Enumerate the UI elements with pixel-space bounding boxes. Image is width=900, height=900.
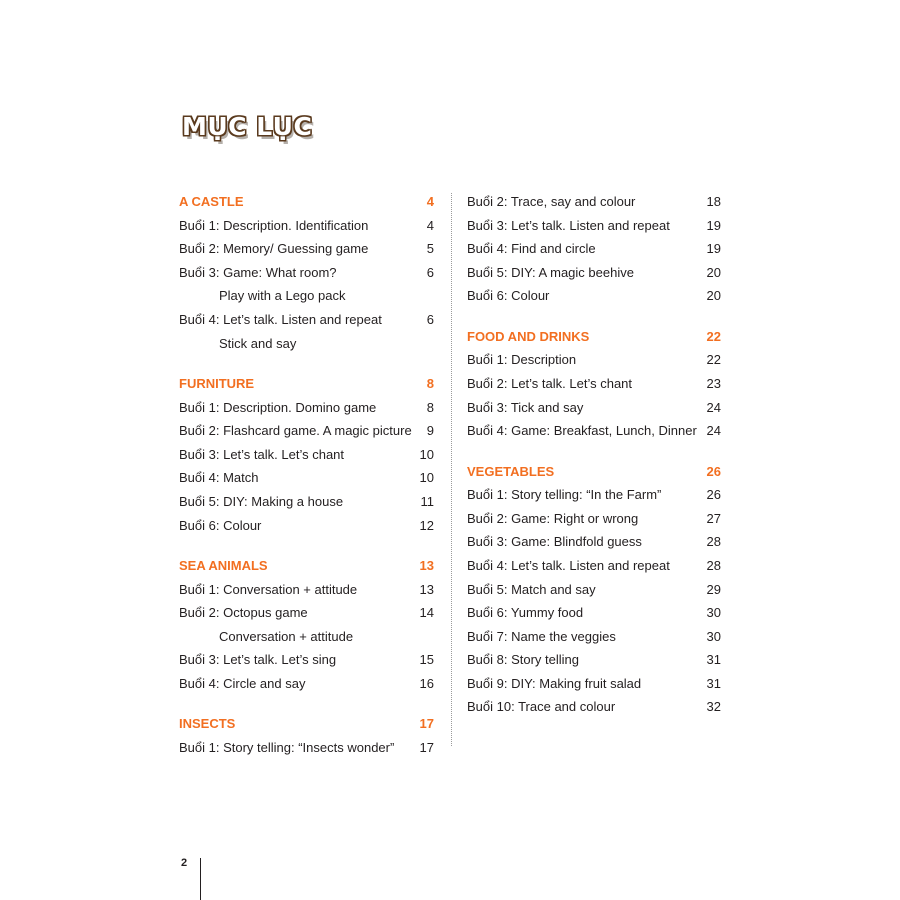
entry-label: Buổi 4: Match [179,470,259,486]
section-heading[interactable] [179,554,434,578]
entry-label: Buổi 5: Match and say [467,581,596,597]
entry-page: 30 [706,605,721,621]
toc-entry[interactable] [467,601,721,625]
toc-entry[interactable] [467,530,721,554]
section-page: 26 [706,463,721,479]
toc-entry[interactable] [467,578,721,602]
entry-label: Buổi 7: Name the veggies [467,628,616,644]
entry-label: Buổi 2: Octopus game [179,605,308,621]
toc-entry[interactable] [179,443,434,467]
entry-page: 13 [419,581,434,597]
toc-entry[interactable] [467,648,721,672]
toc-entry[interactable] [467,372,721,396]
entry-label: Buổi 1: Description. Identification [179,217,369,233]
entry-page: 20 [706,264,721,280]
entry-label: Buổi 3: Let’s talk. Let’s sing [179,652,337,668]
entry-label: Buổi 1: Description [467,352,577,368]
toc-right-column [467,190,721,736]
entry-label: Buổi 1: Story telling: “Insects wonder” [179,739,395,755]
entry-page: 31 [706,652,721,668]
entry-page: 4 [426,217,434,233]
toc-section [467,325,721,443]
column-divider [451,193,452,746]
entry-page: 17 [419,739,434,755]
entry-page: 29 [706,581,721,597]
toc-entry[interactable] [467,284,721,308]
toc-entry[interactable] [467,672,721,696]
section-heading[interactable] [467,325,721,349]
toc-entry[interactable] [179,237,434,261]
entry-page: 5 [426,241,434,257]
entry-label: Buổi 6: Colour [179,517,262,533]
toc-entry-continuation [179,625,434,649]
section-title: FURNITURE [179,375,255,391]
entry-label: Buổi 3: Tick and say [467,399,584,415]
toc-entry[interactable] [467,507,721,531]
entry-label: Buổi 3: Let’s talk. Let’s chant [179,446,345,462]
toc-entry[interactable] [467,625,721,649]
entry-label: Buổi 1: Conversation + attitude [179,581,358,597]
section-page: 4 [426,194,434,209]
entry-label: Buổi 3: Game: Blindfold guess [467,534,642,550]
entry-label: Buổi 1: Description. Domino game [179,399,377,415]
entry-label: Buổi 5: DIY: Making a house [179,493,344,509]
entry-label: Buổi 2: Let’s talk. Let’s chant [467,375,633,391]
entry-label: Buổi 4: Let’s talk. Listen and repeat [179,311,382,327]
entry-label: Conversation + attitude [219,628,354,644]
toc-entry-continuation [179,284,434,308]
toc-left-column [179,190,434,776]
entry-label: Buổi 9: DIY: Making fruit salad [467,675,642,691]
entry-page: 14 [419,605,434,621]
entry-page: 28 [706,534,721,550]
toc-entry[interactable] [467,419,721,443]
toc-entry[interactable] [467,261,721,285]
toc-entry[interactable] [179,578,434,602]
page-number: 2 [181,857,188,869]
entry-label: Buổi 4: Game: Breakfast, Lunch, Dinner [467,423,697,439]
entry-page: 18 [706,194,721,209]
page-title: MỤC LỤC [182,112,313,141]
toc-entry[interactable] [467,190,721,214]
entry-label: Buổi 4: Let’s talk. Listen and repeat [467,557,670,573]
entry-page: 19 [706,217,721,233]
entry-page: 22 [706,352,721,368]
entry-label: Buổi 2: Flashcard game. A magic picture [179,423,412,439]
toc-entry[interactable] [467,214,721,238]
entry-page: 11 [420,493,434,509]
entry-page: 9 [426,423,434,439]
entry-page: 26 [706,487,721,503]
section-heading[interactable] [179,372,434,396]
toc-entry[interactable] [179,514,434,538]
section-page: 13 [419,557,434,573]
toc-entry[interactable] [179,396,434,420]
toc-section [467,460,721,720]
entry-page: 12 [419,517,434,533]
toc-entry[interactable] [179,261,434,285]
entry-label: Buổi 3: Let’s talk. Listen and repeat [467,217,670,233]
entry-page: 27 [706,510,721,526]
toc-section [179,712,434,759]
entry-label: Buổi 2: Trace, say and colour [467,194,636,209]
entry-page: 32 [706,699,721,715]
section-heading[interactable] [179,712,434,736]
toc-entry[interactable] [179,490,434,514]
toc-entry[interactable] [467,483,721,507]
toc-entry[interactable] [179,308,434,332]
section-title: SEA ANIMALS [179,557,268,573]
toc-entry[interactable] [179,672,434,696]
entry-page: 24 [706,399,721,415]
section-title: INSECTS [179,716,236,732]
entry-page: 10 [419,446,434,462]
section-page: 17 [419,716,434,732]
entry-label: Buổi 10: Trace and colour [467,699,616,715]
entry-label: Buổi 5: DIY: A magic beehive [467,264,634,280]
entry-label: Buổi 6: Colour [467,288,550,304]
section-title: A CASTLE [179,194,244,209]
toc-section [179,372,434,537]
entry-label: Buổi 4: Circle and say [179,675,306,691]
toc-entry[interactable] [179,736,434,760]
entry-label: Buổi 1: Story telling: “In the Farm” [467,487,662,503]
entry-label: Buổi 6: Yummy food [467,605,584,621]
toc-entry[interactable] [179,214,434,238]
entry-label: Buổi 8: Story telling [467,652,580,668]
entry-page: 8 [426,399,434,415]
entry-page: 23 [706,375,721,391]
entry-label: Play with a Lego pack [219,288,346,304]
toc-entry[interactable] [179,466,434,490]
toc-entry[interactable] [179,648,434,672]
toc-section [179,554,434,696]
entry-page: 30 [706,628,721,644]
entry-page: 24 [706,423,721,439]
entry-page: 28 [706,557,721,573]
toc-entry[interactable] [467,396,721,420]
entry-label: Buổi 2: Memory/ Guessing game [179,241,369,257]
toc-entry-continuation [179,332,434,356]
entry-page: 20 [706,288,721,304]
entry-label: Buổi 4: Find and circle [467,241,596,257]
section-title: VEGETABLES [467,463,555,479]
entry-page: 6 [426,311,434,327]
entry-label: Buổi 2: Game: Right or wrong [467,510,639,526]
toc-entry[interactable] [467,237,721,261]
entry-page: 19 [706,241,721,257]
section-heading[interactable] [467,460,721,484]
section-title: FOOD AND DRINKS [467,328,590,344]
entry-page: 10 [419,470,434,486]
entry-label: Buổi 3: Game: What room? [179,264,337,280]
toc-entry[interactable] [179,601,434,625]
toc-entry[interactable] [467,554,721,578]
toc-entry[interactable] [179,419,434,443]
footer-rule [200,858,201,900]
section-heading[interactable] [179,190,434,214]
toc-entry[interactable] [467,695,721,719]
entry-label: Stick and say [219,335,297,351]
toc-section-continued [467,190,721,308]
toc-entry[interactable] [467,348,721,372]
section-page: 8 [426,375,434,391]
entry-page: 6 [426,264,434,280]
toc-section [179,190,434,355]
entry-page: 15 [419,652,434,668]
section-page: 22 [706,328,721,344]
entry-page: 16 [419,675,434,691]
entry-page: 31 [706,675,721,691]
